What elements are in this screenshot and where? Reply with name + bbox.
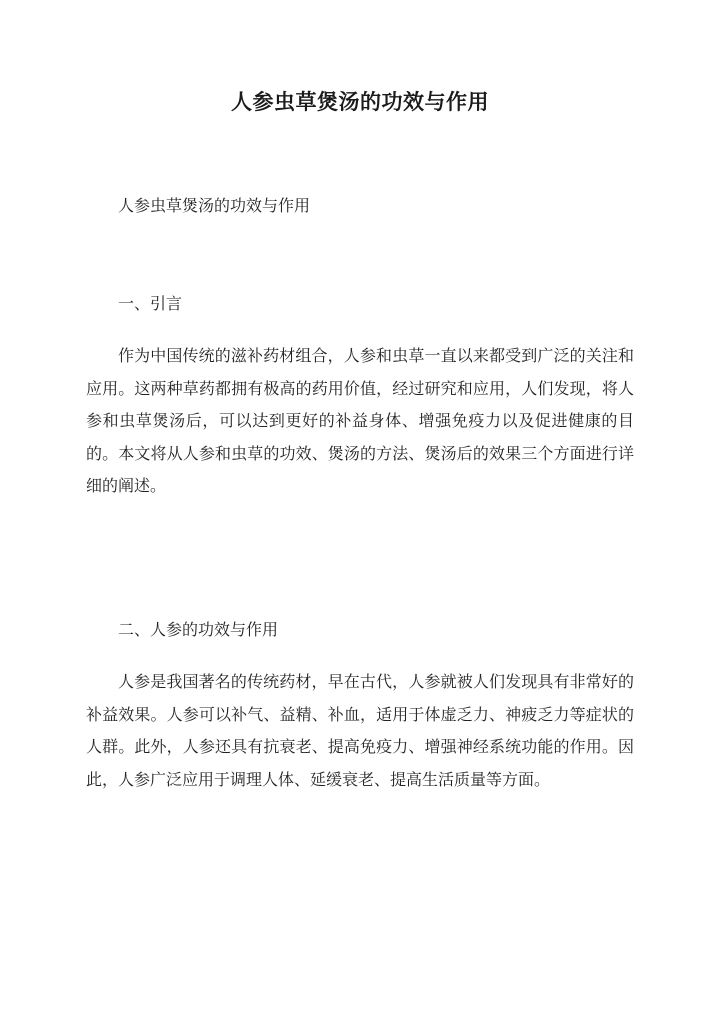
section-heading-introduction: 一、引言 xyxy=(118,294,183,313)
section-heading-ginseng: 二、人参的功效与作用 xyxy=(118,620,279,639)
page-title: 人参虫草煲汤的功效与作用 xyxy=(231,89,489,114)
section-paragraph-introduction: 作为中国传统的滋补药材组合，人参和虫草一直以来都受到广泛的关注和应用。这两种草药都拥有极高的药用价值，经过研究和应用，人们发现，将人参和虫草煲汤后，可以达到更好的补益身体、增强免疫力以及促进健康的目的。本文将从人参和虫草的功效、煲汤的方法、煲汤后的效果三个方面进行详细的阐述。 xyxy=(86,346,634,495)
document-subtitle: 人参虫草煲汤的功效与作用 xyxy=(118,196,311,215)
section-paragraph-ginseng: 人参是我国著名的传统药材，早在古代，人参就被人们发现具有非常好的补益效果。人参可以补气、益精、补血，适用于体虚乏力、神疲乏力等症状的人群。此外，人参还具有抗衰老、提高免疫力、增强神经系统功能的作用。因此，人参广泛应用于调理人体、延缓衰老、提高生活质量等方面。 xyxy=(86,672,634,789)
